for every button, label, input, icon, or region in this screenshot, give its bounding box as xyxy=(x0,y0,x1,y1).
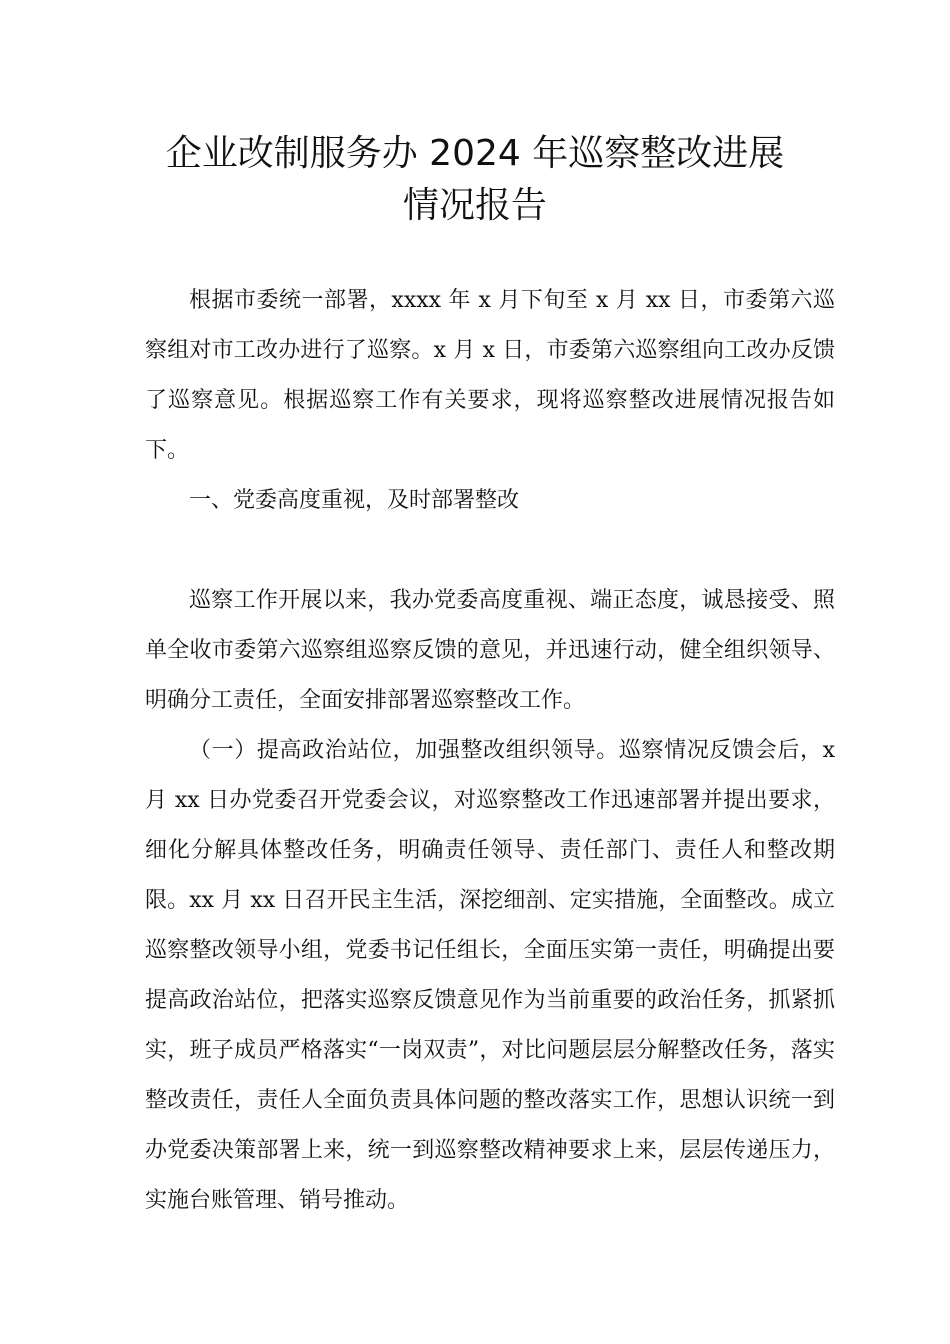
body-paragraph-2: （一）提高政治站位，加强整改组织领导。巡察情况反馈会后，x 月 xx 日办党委召开党委会议，对巡察整改工作迅速部署并提出要求，细化分解具体整改任务，明确责任领导、责任部门、责任人和整改期限。xx 月 xx 日召开民主生活，深挖细剖、定实措施，全面整改。成立巡察整改领导小组，党委书记任组长，全面压实第一责任，明确提出要提高政治站位，把落实巡察反馈意见作为当前重要的政治任务，抓紧抓实，班子成员严格落实“一岗双责”，对比问题层层分解整改任务，落实整改责任，责任人全面负责具体问题的整改落实工作，思想认识统一到办党委决策部署上来，统一到巡察整改精神要求上来，层层传递压力，实施台账管理、销号推动。 xyxy=(145,738,835,1213)
body-paragraph-1: 巡察工作开展以来，我办党委高度重视、端正态度，诚恳接受、照单全收市委第六巡察组巡察反馈的意见，并迅速行动，健全组织领导、明确分工责任，全面安排部署巡察整改工作。 xyxy=(145,588,835,713)
document-title-line-2: 情况报告 xyxy=(402,185,547,226)
section-heading-1: 一、党委高度重视，及时部署整改 xyxy=(189,488,520,513)
intro-paragraph: 根据市委统一部署，xxxx 年 x 月下旬至 x 月 xx 日，市委第六巡察组对市工改办进行了巡察。x 月 x 日，市委第六巡察组向工改办反馈了巡察意见。根据巡察工作有关要求，现将巡察整改进展情况报告如下。 xyxy=(145,288,835,463)
document-title-line-1: 企业改制服务办 2024 年巡察整改进展 xyxy=(165,133,785,174)
